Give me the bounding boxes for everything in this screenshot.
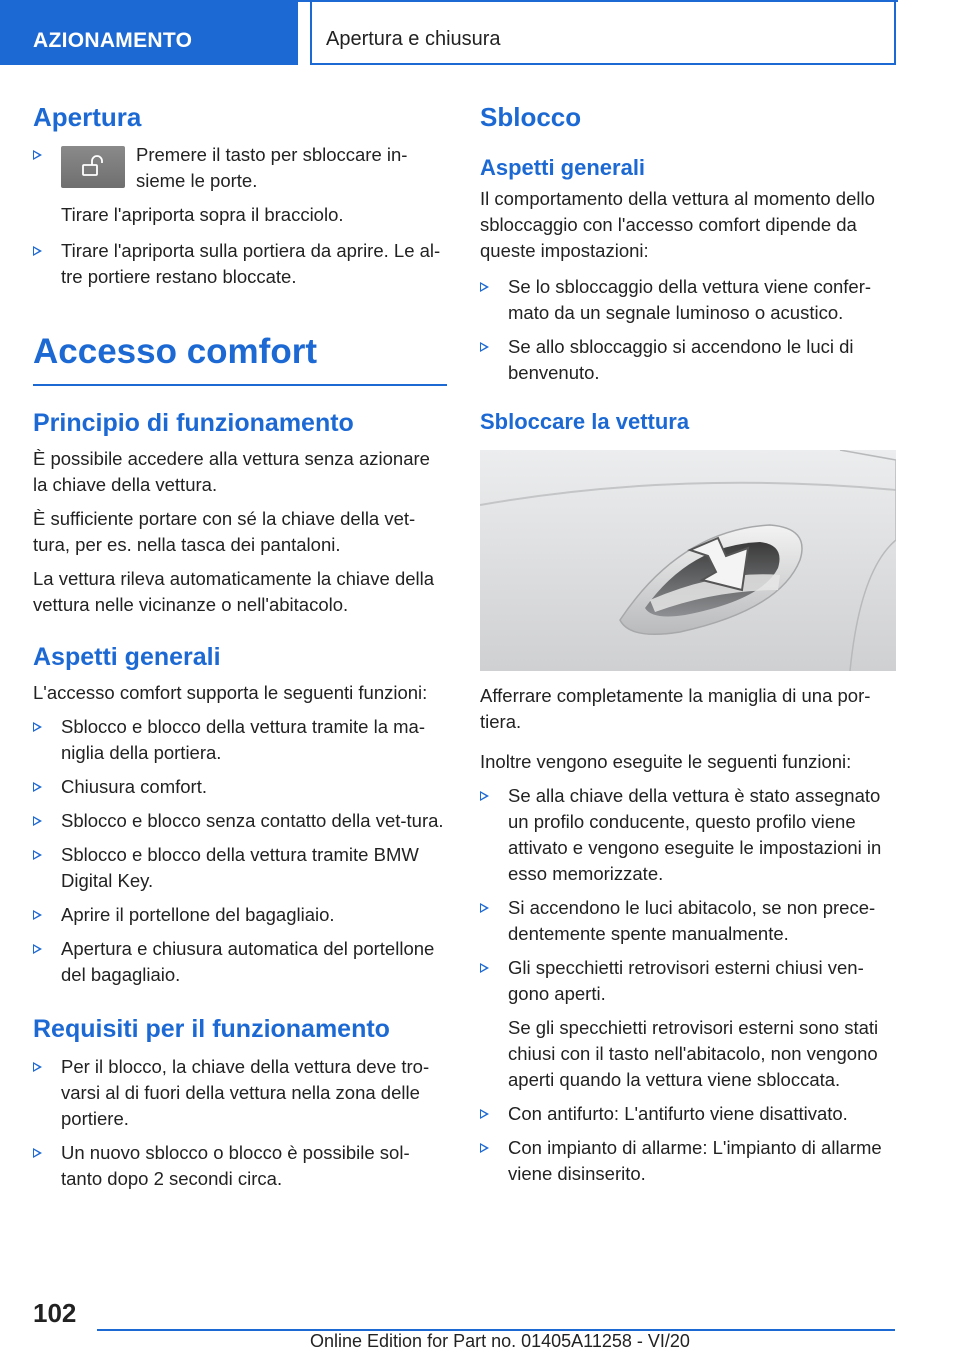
- bullet-triangle-icon: [480, 1143, 489, 1153]
- unlock-button-icon: [61, 146, 125, 188]
- aspetti-generali-heading: Aspetti generali: [480, 155, 646, 180]
- list-item-text: Aprire il portellone del bagagliaio.: [61, 904, 335, 925]
- header-right-rule: [894, 0, 896, 65]
- list-item: [33, 1054, 447, 1132]
- list-item-text: Con antifurto: L'antifurto viene disattivato.: [508, 1103, 848, 1124]
- list-item: [480, 1135, 896, 1187]
- door-handle-illustration: [480, 450, 896, 671]
- list-item-text: Per il blocco, la chiave della vettura deve tro-varsi al di fuori della vettura nella zona delle portiere.: [61, 1056, 430, 1129]
- list-item-text: Chiusura comfort.: [61, 776, 207, 797]
- header-top-rule: [298, 0, 898, 2]
- bullet-triangle-icon: [480, 342, 489, 352]
- list-item: [33, 774, 447, 800]
- aspetti-heading: Aspetti generali: [33, 643, 221, 671]
- bullet-triangle-icon: [33, 944, 42, 954]
- principio-heading: Principio di funzionamento: [33, 409, 354, 437]
- list-item-text: Apertura e chiusura automatica del portellone del bagagliaio.: [61, 938, 435, 985]
- bullet-triangle-icon: [33, 850, 42, 860]
- list-item: [33, 808, 447, 834]
- bullet-triangle-icon: [33, 150, 42, 160]
- header-bottom-rule: [310, 63, 896, 65]
- funzioni-list: [480, 783, 896, 1187]
- list-item-text: Se lo sbloccaggio della vettura viene confer-mato da un segnale luminoso o acustico.: [508, 276, 872, 323]
- chapter-rule: [33, 384, 447, 386]
- apertura-heading: Apertura: [33, 102, 142, 132]
- bullet-triangle-icon: [33, 246, 42, 256]
- list-item: [33, 1140, 447, 1192]
- apertura-item1-note: Tirare l'apriporta sopra il bracciolo.: [61, 204, 344, 225]
- list-item: [480, 274, 896, 326]
- bullet-triangle-icon: [33, 816, 42, 826]
- list-item: [33, 842, 447, 894]
- chapter-title: Apertura e chiusura: [326, 28, 501, 50]
- list-item: [480, 955, 896, 1093]
- principio-p1: È possibile accedere alla vettura senza azionare la chiave della vettura.: [33, 448, 430, 495]
- bullet-triangle-icon: [480, 963, 489, 973]
- sblocco-heading: Sblocco: [480, 102, 582, 132]
- bullet-triangle-icon: [480, 903, 489, 913]
- bullet-triangle-icon: [33, 782, 42, 792]
- bullet-triangle-icon: [480, 791, 489, 801]
- aspetti-intro: L'accesso comfort supporta le seguenti funzioni:: [33, 682, 428, 703]
- principio-p3: La vettura rileva automaticamente la chiave della vettura nelle vicinanze o nell'abitacolo.: [33, 568, 435, 615]
- funzioni-intro: Inoltre vengono eseguite le seguenti funzioni:: [480, 751, 852, 772]
- bullet-triangle-icon: [33, 910, 42, 920]
- list-item-text: Un nuovo sblocco o blocco è possibile sol-tanto dopo 2 secondi circa.: [61, 1142, 410, 1189]
- sbloccare-heading: Sbloccare la vettura: [480, 409, 690, 434]
- apertura-item1-line2: sieme le porte.: [136, 170, 258, 191]
- list-item: [480, 895, 896, 947]
- funzioni-item3-note: Se gli specchietti retrovisori esterni sono stati chiusi con il tasto nell'abitacolo, non vengono aperti quando la vettura viene sbloccata.: [508, 1017, 879, 1090]
- bullet-triangle-icon: [33, 722, 42, 732]
- list-item: [480, 783, 896, 887]
- list-item-text: Si accendono le luci abitacolo, se non prece-dentemente spente manualmente.: [508, 897, 876, 944]
- aspetti-list: [33, 714, 447, 988]
- list-item: [480, 334, 896, 386]
- apertura-item2: Tirare l'apriporta sulla portiera da aprire. Le al-tre portiere restano bloccate.: [61, 240, 441, 287]
- left-column: [33, 98, 447, 1192]
- list-item-text: Sblocco e blocco della vettura tramite la ma-niglia della portiera.: [61, 716, 426, 763]
- list-item: [33, 902, 447, 928]
- list-item-text: Se alla chiave della vettura è stato assegnato un profilo conducente, questo profilo viene attivato e vengono eseguite le impostazioni in esso memorizzate.: [508, 785, 882, 884]
- page-number: 102: [33, 1298, 77, 1328]
- list-item-text: Sblocco e blocco senza contatto della vet-tura.: [61, 810, 444, 831]
- list-item-text: Se allo sbloccaggio si accendono le luci di benvenuto.: [508, 336, 854, 383]
- principio-p2: È sufficiente portare con sé la chiave della vet-tura, per es. nella tasca dei pantaloni.: [33, 508, 416, 555]
- list-item: [33, 142, 447, 228]
- requisiti-list: [33, 1054, 447, 1192]
- requisiti-heading: Requisiti per il funzionamento: [33, 1015, 390, 1043]
- list-item-text: Sblocco e blocco della vettura tramite BMW Digital Key.: [61, 844, 419, 891]
- bullet-triangle-icon: [480, 1109, 489, 1119]
- list-item: [480, 1101, 896, 1127]
- bullet-triangle-icon: [33, 1062, 42, 1072]
- section-tab: AZIONAMENTO: [0, 0, 298, 65]
- bullet-triangle-icon: [33, 1148, 42, 1158]
- apertura-item1-line1: Premere il tasto per sbloccare in-: [136, 144, 408, 165]
- list-item-text: Con impianto di allarme: L'impianto di allarme viene disinserito.: [508, 1137, 882, 1184]
- accesso-comfort-heading: Accesso comfort: [33, 332, 317, 371]
- list-item-text: Gli specchietti retrovisori esterni chiusi ven-gono aperti.: [508, 957, 864, 1004]
- header-separator: [310, 0, 312, 65]
- apertura-list: [33, 142, 447, 290]
- list-item: [33, 936, 447, 988]
- right-column: [480, 98, 896, 1187]
- list-item: [33, 238, 447, 290]
- door-handle-photo: [480, 450, 896, 671]
- list-item: [33, 714, 447, 766]
- bullet-triangle-icon: [480, 282, 489, 292]
- aspetti-text: Il comportamento della vettura al momento dello sbloccaggio con l'accesso comfort dipende da queste impostazioni:: [480, 188, 875, 261]
- footer-edition: Online Edition for Part no. 01405A11258 - VI/20: [310, 1331, 690, 1351]
- photo-caption: Afferrare completamente la maniglia di una por-tiera.: [480, 685, 871, 732]
- aspetti-right-list: [480, 274, 896, 386]
